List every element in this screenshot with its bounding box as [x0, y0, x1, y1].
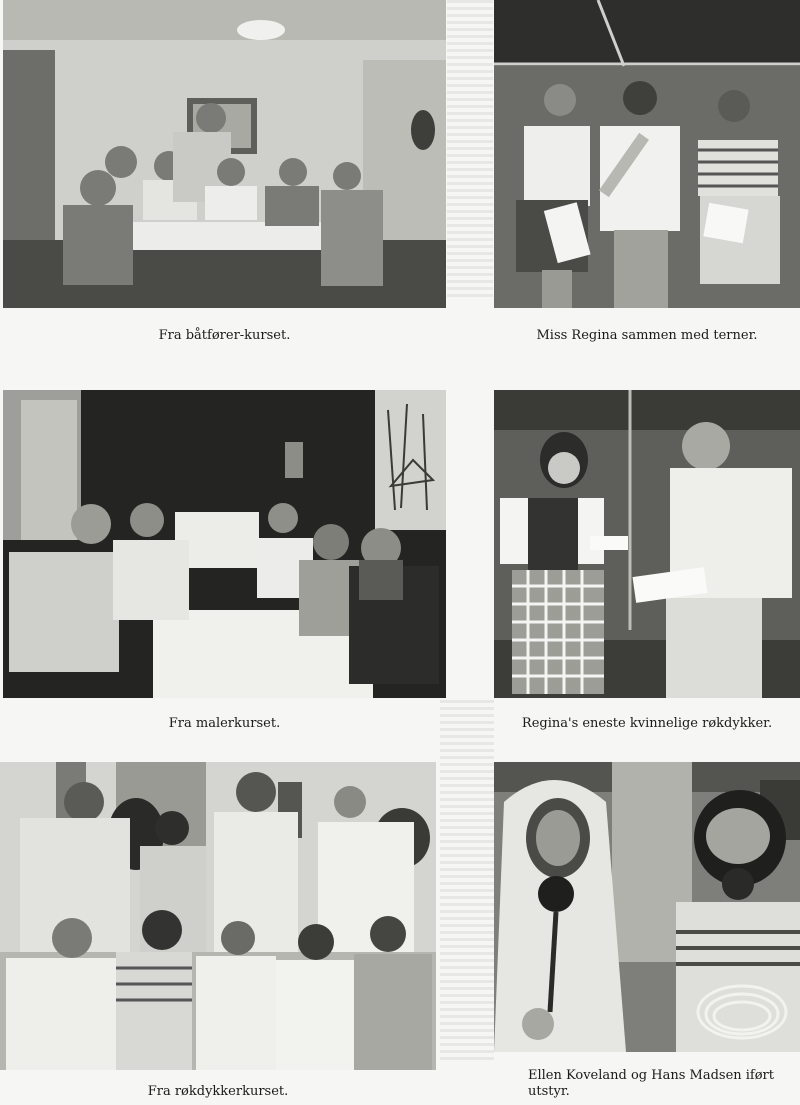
caption-boat-course: Fra båtfører-kurset.: [158, 328, 291, 343]
photo-miss-regina: [494, 0, 800, 308]
caption-painting-course: Fra malerkurset.: [168, 716, 281, 731]
bleed-through-text: [447, 0, 493, 300]
photo-painting-course: [3, 390, 446, 698]
caption-smoke-diver-course: Fra røkdykkerkurset.: [147, 1084, 289, 1099]
bleed-through-text: [440, 700, 494, 1060]
photo-smoke-diver-course: [0, 762, 436, 1070]
photo-divers-equipment: [494, 762, 800, 1052]
photo-boat-course: [3, 0, 446, 308]
caption-divers-equipment: Ellen Koveland og Hans Madsen iført utstyr.: [528, 1068, 774, 1099]
caption-miss-regina: Miss Regina sammen med terner.: [536, 328, 758, 343]
caption-female-smoke-diver: Regina's eneste kvinnelige røkdykker.: [521, 716, 773, 731]
photo-female-smoke-diver: [494, 390, 800, 698]
